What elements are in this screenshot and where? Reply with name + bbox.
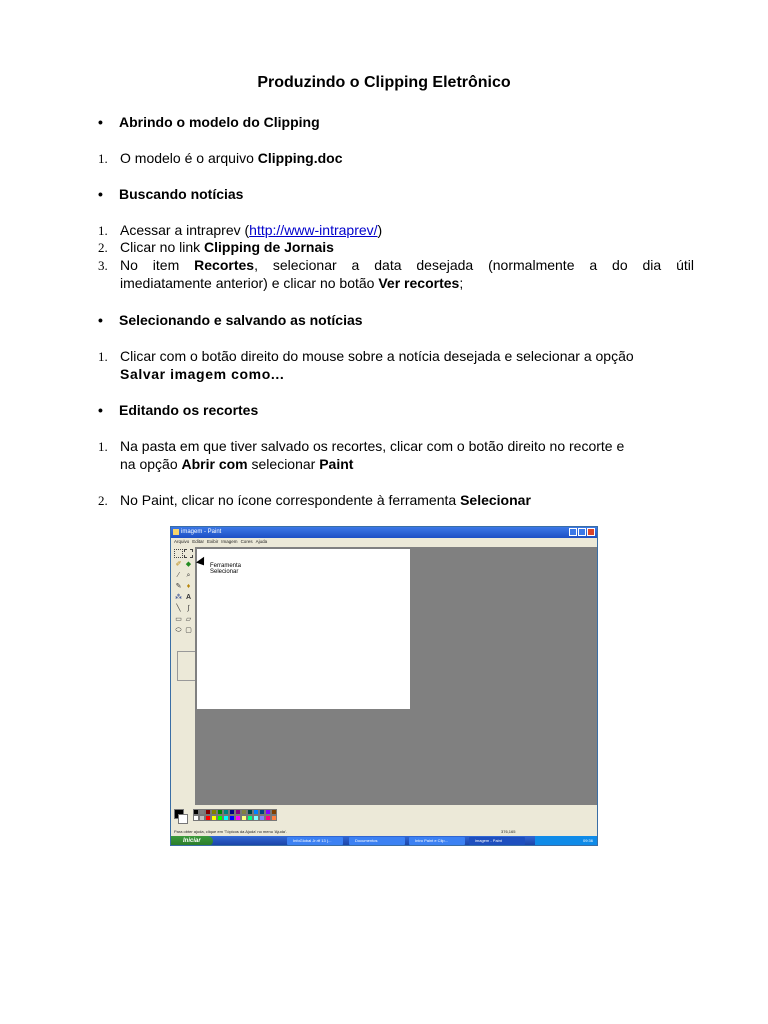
list-item-text: na opção	[120, 456, 182, 472]
list-item	[120, 257, 694, 273]
taskbar-item-label: InfoGlobal Jr.rtf 13 (...	[293, 838, 332, 843]
maximize-icon[interactable]	[578, 528, 586, 536]
polygon-icon[interactable]: ▱	[185, 616, 192, 623]
section-heading	[98, 114, 320, 130]
close-icon[interactable]	[587, 528, 595, 536]
list-item-text: imediatamente anterior) e clicar no botão	[120, 275, 379, 291]
windows-taskbar	[171, 836, 597, 846]
menu-cores[interactable]: Cores	[240, 539, 253, 544]
color-picker-icon[interactable]: ⁄	[177, 572, 180, 579]
list-item-text: Clicar no link	[120, 239, 205, 255]
status-text: Para obter ajuda, clique em 'Tópicos da Ajuda' no menu 'Ajuda'.	[174, 829, 287, 834]
list-item-continuation	[120, 366, 284, 382]
bold-term: Paint	[319, 456, 354, 472]
fill-icon[interactable]: ◆	[185, 561, 192, 568]
intraprev-link[interactable]: http://www-intraprev/	[249, 222, 378, 238]
curve-icon[interactable]: ∫	[187, 605, 190, 612]
section-heading-text: Editando os recortes	[119, 402, 259, 418]
cursor-coords: 376,165	[501, 829, 516, 834]
background-color-swatch[interactable]	[178, 814, 188, 824]
list-number: 1.	[98, 151, 108, 166]
menu-ajuda[interactable]: Ajuda	[255, 539, 268, 544]
bullet-icon: •	[98, 312, 103, 328]
select-icon[interactable]	[184, 549, 193, 558]
taskbar-item-label: Documentos	[355, 838, 378, 843]
bullet-icon: •	[98, 114, 103, 130]
airbrush-icon[interactable]: ⁂	[175, 594, 182, 601]
list-item	[120, 348, 634, 364]
magnifier-icon[interactable]: ⌕	[186, 572, 191, 579]
paint-toolbox	[174, 547, 195, 817]
palette-color-swatch[interactable]	[271, 815, 277, 821]
bold-term: Salvar imagem como...	[120, 366, 285, 382]
list-item-text: No item	[120, 257, 195, 273]
clock: 09:36	[582, 838, 593, 843]
rounded-rect-icon[interactable]: ▢	[185, 627, 192, 634]
text-icon[interactable]: A	[185, 594, 192, 601]
callout-line: Ferramenta	[210, 563, 242, 569]
ellipse-icon[interactable]: ⬭	[175, 627, 182, 634]
list-item-text: selecionar	[247, 456, 320, 472]
section-heading-text: Abrindo o modelo do Clipping	[119, 114, 320, 130]
list-number: 2.	[98, 240, 108, 255]
paint-title-bar	[171, 527, 597, 538]
taskbar-item[interactable]	[287, 837, 343, 845]
list-item	[120, 492, 531, 508]
rectangle-icon[interactable]: ▭	[175, 616, 182, 623]
section-heading	[98, 312, 363, 328]
section-heading-text: Selecionando e salvando as notícias	[119, 312, 363, 328]
bullet-icon: •	[98, 402, 103, 418]
taskbar-item-active[interactable]	[469, 837, 525, 845]
list-number: 1.	[98, 349, 108, 364]
paint-app-icon	[173, 529, 179, 535]
minimize-icon[interactable]	[569, 528, 577, 536]
list-number: 1.	[98, 223, 108, 238]
arrow-icon	[196, 557, 208, 568]
paint-menu-bar	[171, 538, 597, 546]
pencil-icon[interactable]: ✎	[175, 583, 182, 590]
callout-note	[210, 563, 241, 575]
list-item-text: No Paint, clicar no ícone correspondente à ferramenta	[120, 492, 461, 508]
paint-screenshot	[170, 526, 598, 846]
start-button[interactable]	[171, 836, 213, 846]
taskbar-item[interactable]	[349, 837, 405, 845]
brush-icon[interactable]: ♦	[186, 583, 191, 590]
bold-term: Ver recortes	[378, 275, 460, 291]
file-name: Clipping.doc	[257, 150, 343, 166]
list-item	[120, 222, 382, 238]
paint-workspace	[195, 547, 598, 805]
list-item-text: )	[377, 222, 383, 238]
list-item-text: Acessar a intraprev (	[120, 222, 250, 238]
list-item	[120, 239, 334, 255]
system-tray	[535, 836, 597, 846]
color-palette	[171, 807, 597, 829]
bold-term: Clipping de Jornais	[204, 239, 334, 255]
list-item-text: Na pasta em que tiver salvado os recortes, clicar com o botão direito no recorte e	[120, 438, 625, 454]
section-heading	[98, 186, 243, 202]
menu-editar[interactable]: Editar	[192, 539, 205, 544]
menu-exibir[interactable]: Exibir	[207, 539, 219, 544]
taskbar-item[interactable]	[409, 837, 465, 845]
list-number: 1.	[98, 439, 108, 454]
list-number: 2.	[98, 493, 108, 508]
menu-arquivo[interactable]: Arquivo	[174, 539, 190, 544]
bullet-icon: •	[98, 186, 103, 202]
list-number: 3.	[98, 258, 108, 273]
eraser-icon[interactable]: ✐	[175, 561, 182, 568]
paint-canvas[interactable]	[197, 549, 410, 709]
list-item-continuation	[120, 456, 353, 472]
page-title: Produzindo o Clipping Eletrônico	[257, 74, 511, 91]
list-item	[120, 150, 343, 166]
paint-window-title: imagem - Paint	[181, 529, 222, 535]
list-item-text: Clicar com o botão direito do mouse sobre a notícia desejada e selecionar a opção	[120, 348, 634, 364]
line-icon[interactable]: ╲	[176, 605, 181, 612]
section-heading-text: Buscando notícias	[119, 186, 244, 202]
list-item-text: O modelo é o arquivo	[120, 150, 258, 166]
taskbar-item-label: Intro Paint e Clip...	[415, 838, 448, 843]
list-item	[120, 438, 624, 454]
bold-term: Recortes	[194, 257, 255, 273]
start-label: Iniciar	[183, 838, 201, 844]
bold-term: Abrir com	[181, 456, 248, 472]
list-item-text: ;	[459, 275, 464, 291]
taskbar-item-label: imagem - Paint	[475, 838, 502, 843]
section-heading	[98, 402, 258, 418]
paint-status-bar	[171, 828, 597, 836]
tool-options-box[interactable]	[177, 651, 196, 681]
menu-imagem[interactable]: Imagem	[221, 539, 238, 544]
list-item-text: , selecionar a data desejada (normalmente a do dia útil	[254, 257, 695, 273]
callout-line: Selecionar	[210, 569, 239, 575]
bold-term: Selecionar	[460, 492, 531, 508]
free-select-icon[interactable]	[174, 549, 183, 558]
list-item-continuation	[120, 275, 463, 291]
